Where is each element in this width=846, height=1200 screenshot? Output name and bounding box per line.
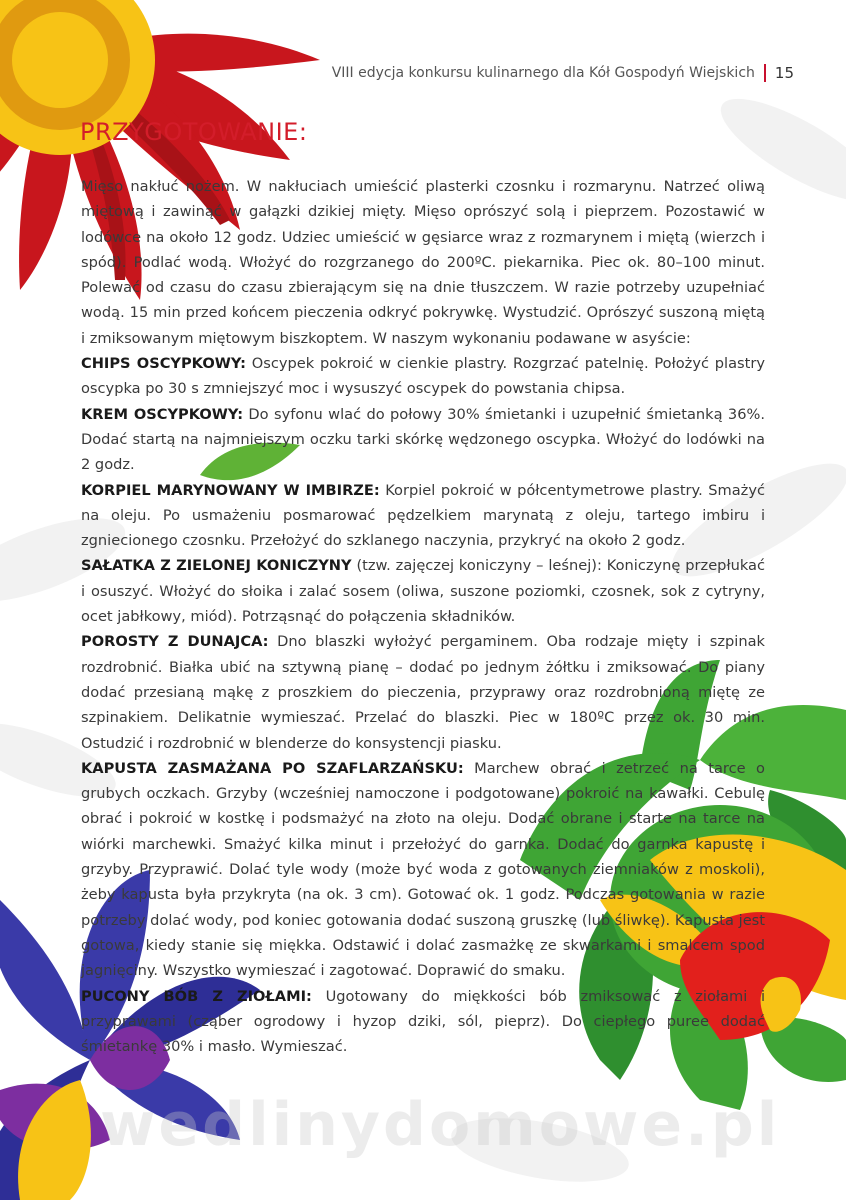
item-text: Oscypek pokroić w cienkie plastry. Rozgrzać patelnię. Położyć plastry oscypka po 30 s zmniejszyć moc i wysuszyć oscypek do powstania chipsa. <box>81 355 765 398</box>
item-heading: KAPUSTA ZASMAŻANA PO SZAFLARZAŃSKU: <box>81 759 464 777</box>
recipe-item <box>81 351 765 402</box>
recipe-item <box>81 756 765 984</box>
watermark: wedlinydomowe.pl <box>100 1090 781 1160</box>
item-text: Do syfonu wlać do połowy 30% śmietanki i uzupełnić śmietanką 36%. Dodać startą na najmniejszym oczku tarki skórkę wędzonego oscypka. Włożyć do lodówki na 2 godz. <box>81 405 765 474</box>
item-heading: SAŁATKA Z ZIELONEJ KONICZYNY <box>81 557 352 575</box>
page-header <box>332 64 794 82</box>
recipe-item <box>81 984 765 1060</box>
edition-title: VIII edycja konkursu kulinarnego dla Kół Gospodyń Wiejskich <box>331 65 755 81</box>
item-text: Dno blaszki wyłożyć pergaminem. Oba rodzaje mięty i szpinak rozdrobnić. Białka ubić na sztywną pianę – dodać po jednym żółtku i zmiksować. Do piany dodać przesianą mąkę z proszkiem do pieczenia, przyprawy oraz rozdrobnioną miętę ze szpinakiem. Delikatnie wymieszać. Przelać do blaszki. Piec w 180ºC przez ok. 30 min. Ostudzić i rozdrobnić w blenderze do konsystencji piasku. <box>81 633 765 752</box>
recipe-item <box>81 402 765 478</box>
section-title: PRZYGOTOWANIE: <box>80 118 308 146</box>
item-text: Ugotowany do miękkości bób zmiksować z ziołami i przyprawami (cząber ogrodowy i hyzop dziki, sól, pieprz). Do ciepłego puree dodać śmietankę 30% i masło. Wymieszać. <box>81 987 766 1056</box>
intro-paragraph: Mięso nakłuć nożem. W nakłuciach umieścić plasterki czosnku i rozmarynu. Natrzeć oliwą miętową i zawinąć w gałązki dzikiej mięty. Mięso oprószyć solą i pieprzem. Pozostawić w lodówce na około 12 godz. Udziec umieścić w gęsiarce wraz z rozmarynem i miętą (wierzch i spód). Podlać wodą. Włożyć do rozgrzanego do 200ºC. piekarnika. Piec ok. 80–100 minut. Polewać od czasu do czasu zbierającym się na dnie tłuszczem. W razie potrzeby uzupełniać wodą. 15 min przed końcem pieczenia odkryć pokrywkę. Wystudzić. Oprószyć suszoną miętą i zmiksowanym miętowym biszkoptem. W naszym wykonaniu podawane w asyście: <box>81 178 765 347</box>
item-heading: POROSTY Z DUNAJCA: <box>81 633 269 651</box>
page-number: 15 <box>774 64 794 82</box>
recipe-item <box>81 553 765 629</box>
item-text: Korpiel pokroić w półcentymetrowe plastry. Smażyć na oleju. Po usmażeniu posmarować pędzelkiem marynatą z oleju, tartego imbiru i zgniecionego czosnku. Przełożyć do szklanego naczynia, przykryć na około 2 godz. <box>81 481 765 550</box>
recipe-item <box>81 629 765 755</box>
item-heading: KORPIEL MARYNOWANY W IMBIRZE: <box>81 481 380 499</box>
item-heading: PUCONY BÓB Z ZIOŁAMI: <box>81 987 312 1005</box>
recipe-item <box>81 478 765 554</box>
recipe-text <box>81 174 765 1059</box>
item-heading: KREM OSCYPKOWY: <box>81 405 244 423</box>
item-heading: CHIPS OSCYPKOWY: <box>81 355 246 373</box>
header-separator <box>764 64 766 82</box>
item-text: (tzw. zajęczej koniczyny – leśnej): Koniczynę przepłukać i osuszyć. Włożyć do słoika i zalać sosem (oliwa, suszone poziomki, czosnek, sok z cytryny, ocet jabłkowy, miód). Potrząsnąć do połączenia składników. <box>81 557 766 626</box>
item-text: Marchew obrać i zetrzeć na tarce o grubych oczkach. Grzyby (wcześniej namoczone i podgotowane) pokroić na kawałki. Cebulę obrać i pokroić w kostkę i podsmażyć na złoto na oleju. Dodać obrane i starte na tarce na wiórki marchewki. Smażyć kilka minut i przełożyć do garnka. Dodać do garnka kapustę i grzyby. Przyprawić. Dolać tyle wody (może być woda z gotowanych ziemniaków z moskoli), żeby kapusta była przykryta (na ok. 3 cm). Gotować ok. 1 godz. Podczas gotowania w razie potrzeby dolać wody, pod koniec gotowania dodać suszoną gruszkę (lub śliwkę). Kapusta jest gotowa, kiedy stanie się miękka. Odstawić i dolać zasmażkę ze skwarkami i smalcem spod jagnięciny. Wszystko wymieszać i zagotować. Doprawić do smaku. <box>81 759 765 980</box>
